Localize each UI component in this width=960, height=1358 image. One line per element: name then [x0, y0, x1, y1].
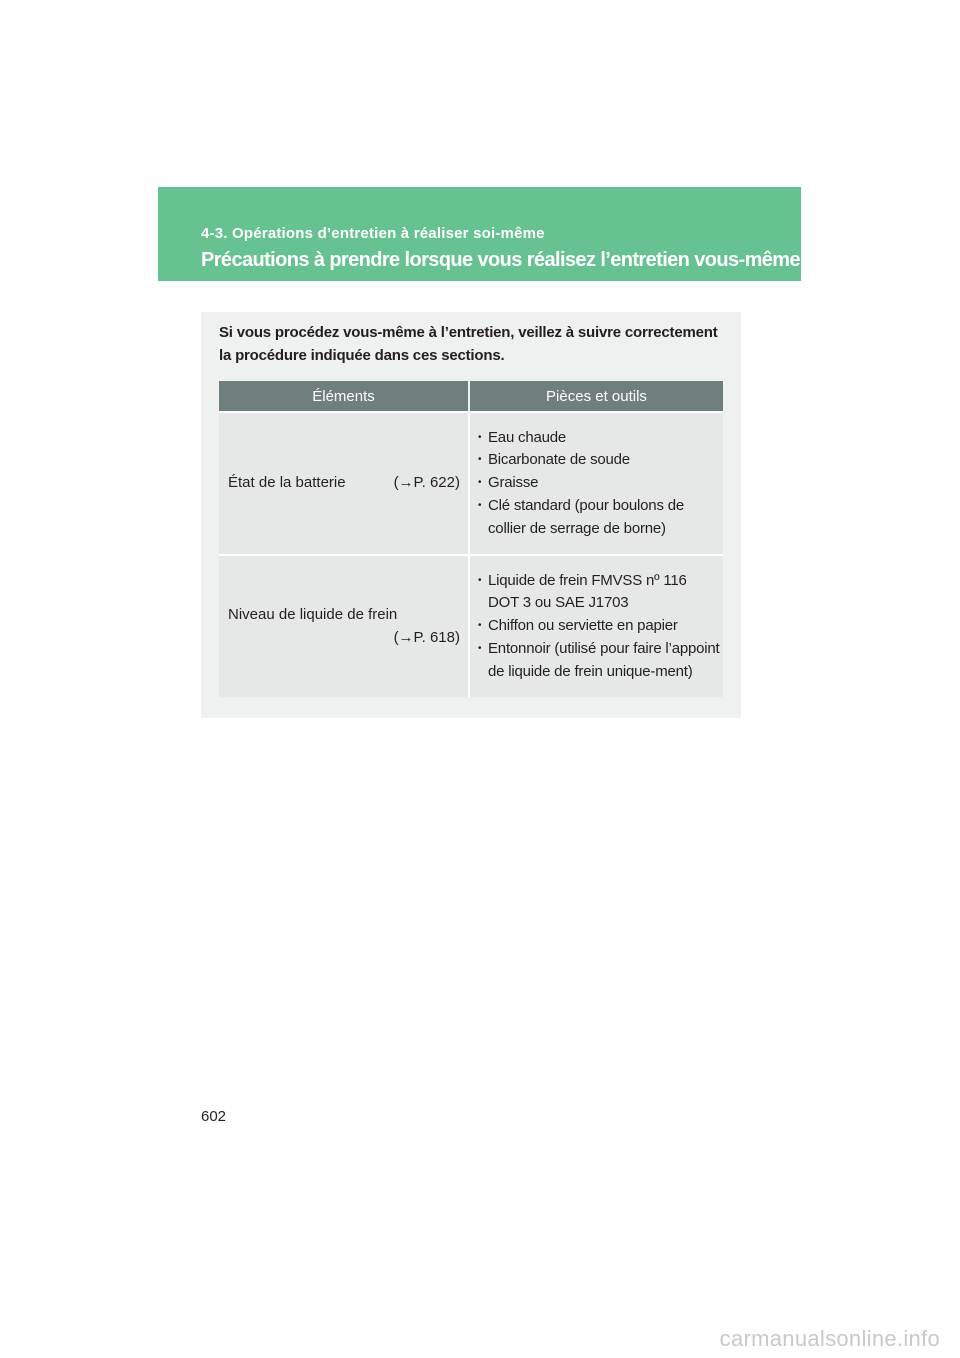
list-item: • Chiffon ou serviette en papier	[478, 615, 721, 638]
table-row	[219, 555, 723, 697]
column-header-elements: Éléments	[219, 381, 469, 412]
list-item: • Liquide de frein FMVSS nº 116 DOT 3 ou SAE J1703	[478, 570, 721, 615]
table-row	[219, 412, 723, 555]
element-cell	[219, 555, 469, 697]
parts-cell	[469, 555, 723, 697]
chapter-header	[158, 187, 801, 281]
list-item: • Graisse	[478, 472, 721, 495]
table-header-row	[219, 381, 723, 412]
watermark: carmanualsonline.info	[719, 1326, 940, 1351]
element-cell	[219, 412, 469, 555]
info-box	[201, 312, 741, 718]
parts-tools-table	[219, 381, 723, 697]
section-label: 4-3. Opérations d’entretien à réaliser soi-même	[201, 225, 545, 242]
column-header-parts: Pièces et outils	[469, 381, 723, 412]
parts-cell	[469, 412, 723, 555]
element-name: Niveau de liquide de frein	[228, 605, 398, 623]
list-item: • Clé standard (pour boulons de collier de serrage de borne)	[478, 495, 721, 540]
page-number: 602	[201, 1108, 227, 1125]
list-item: • Eau chaude	[478, 427, 721, 450]
page-reference: (→P. 618)	[393, 628, 460, 646]
page-title: Précautions à prendre lorsque vous réalisez l’entretien vous-même	[201, 249, 800, 271]
list-item: • Bicarbonate de soude	[478, 449, 721, 472]
parts-list	[470, 422, 723, 546]
intro-text: Si vous procédez vous-même à l’entretien, veillez à suivre correctement la procédure indiquée dans ces sections.	[219, 324, 718, 364]
page-reference: (→P. 622)	[393, 474, 460, 492]
list-item: • Entonnoir (utilisé pour faire l’appoint de liquide de frein unique-ment)	[478, 638, 721, 683]
parts-list	[470, 565, 723, 689]
element-name: État de la batterie	[228, 474, 346, 492]
